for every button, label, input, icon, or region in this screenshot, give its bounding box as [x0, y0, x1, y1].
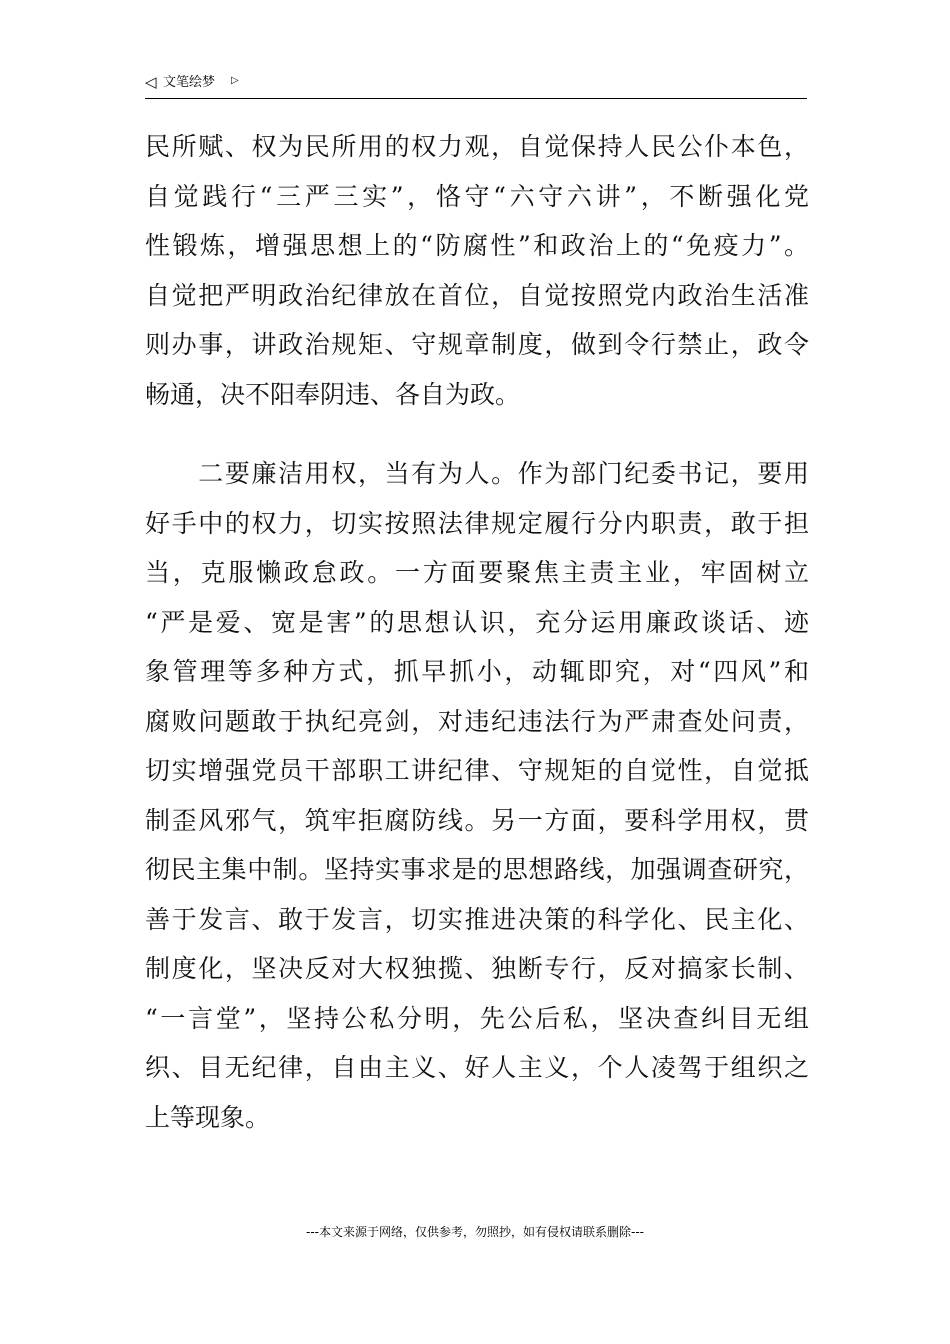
text-line: “严是爱、宽是害”的思想认识，充分运用廉政谈话、迹 [145, 607, 809, 637]
text-line: 当，克服懒政怠政。一方面要聚焦主责主业，牢固树立 [145, 558, 809, 587]
paragraph-1 [145, 122, 809, 419]
text-line: 二要廉洁用权，当有为人。作为部门纪委书记，要用 [145, 459, 809, 488]
text-line: 善于发言、敢于发言，切实推进决策的科学化、民主化、 [145, 904, 809, 934]
text-line: 织、目无纪律，自由主义、好人主义，个人凌驾于组织之 [145, 1053, 809, 1082]
paragraph-2 [145, 449, 809, 1142]
page-header [145, 70, 807, 99]
text-line: 民所赋、权为民所用的权力观，自觉保持人民公仆本色， [145, 132, 809, 161]
brand-name: 文笔绘梦 [163, 75, 216, 90]
text-line: 自觉把严明政治纪律放在首位，自觉按照党内政治生活准 [145, 280, 809, 310]
text-line: 制歪风邪气，筑牢拒腐防线。另一方面，要科学用权，贯 [145, 805, 809, 835]
text-line: 象管理等多种方式，抓早抓小，动辄即究，对“四风”和 [145, 657, 809, 686]
text-line: “一言堂”，坚持公私分明，先公后私，坚决查纠目无组 [145, 1003, 809, 1033]
text-line: 制度化，坚决反对大权独揽、独断专行，反对搞家长制、 [145, 954, 809, 983]
left-triangle-icon: ◁ [145, 73, 157, 91]
text-line: 畅通，决不阳奉阴违、各自为政。 [145, 379, 521, 409]
paragraph-spacer [145, 419, 809, 449]
text-line: 好手中的权力，切实按照法律规定履行分内职责，敢于担 [145, 508, 809, 538]
text-line: 上等现象。 [145, 1102, 271, 1132]
text-line: 自觉践行“三严三实”，恪守“六守六讲”，不断强化党 [145, 181, 809, 211]
footer-disclaimer: ---本文来源于网络，仅供参考，勿照抄，如有侵权请联系删除--- [306, 1225, 644, 1239]
right-triangle-icon: ▷ [231, 75, 239, 86]
text-line: 腐败问题敢于执纪亮剑，对违纪违法行为严肃查处问责， [145, 706, 809, 736]
text-line: 切实增强党员干部职工讲纪律、守规矩的自觉性，自觉抵 [145, 756, 809, 785]
text-line: 性锻炼，增强思想上的“防腐性”和政治上的“免疫力”。 [145, 231, 809, 260]
text-line: 则办事，讲政治规矩、守规章制度，做到令行禁止，政令 [145, 330, 809, 359]
document-body [145, 122, 809, 1142]
text-line: 彻民主集中制。坚持实事求是的思想路线，加强调查研究， [145, 855, 809, 884]
